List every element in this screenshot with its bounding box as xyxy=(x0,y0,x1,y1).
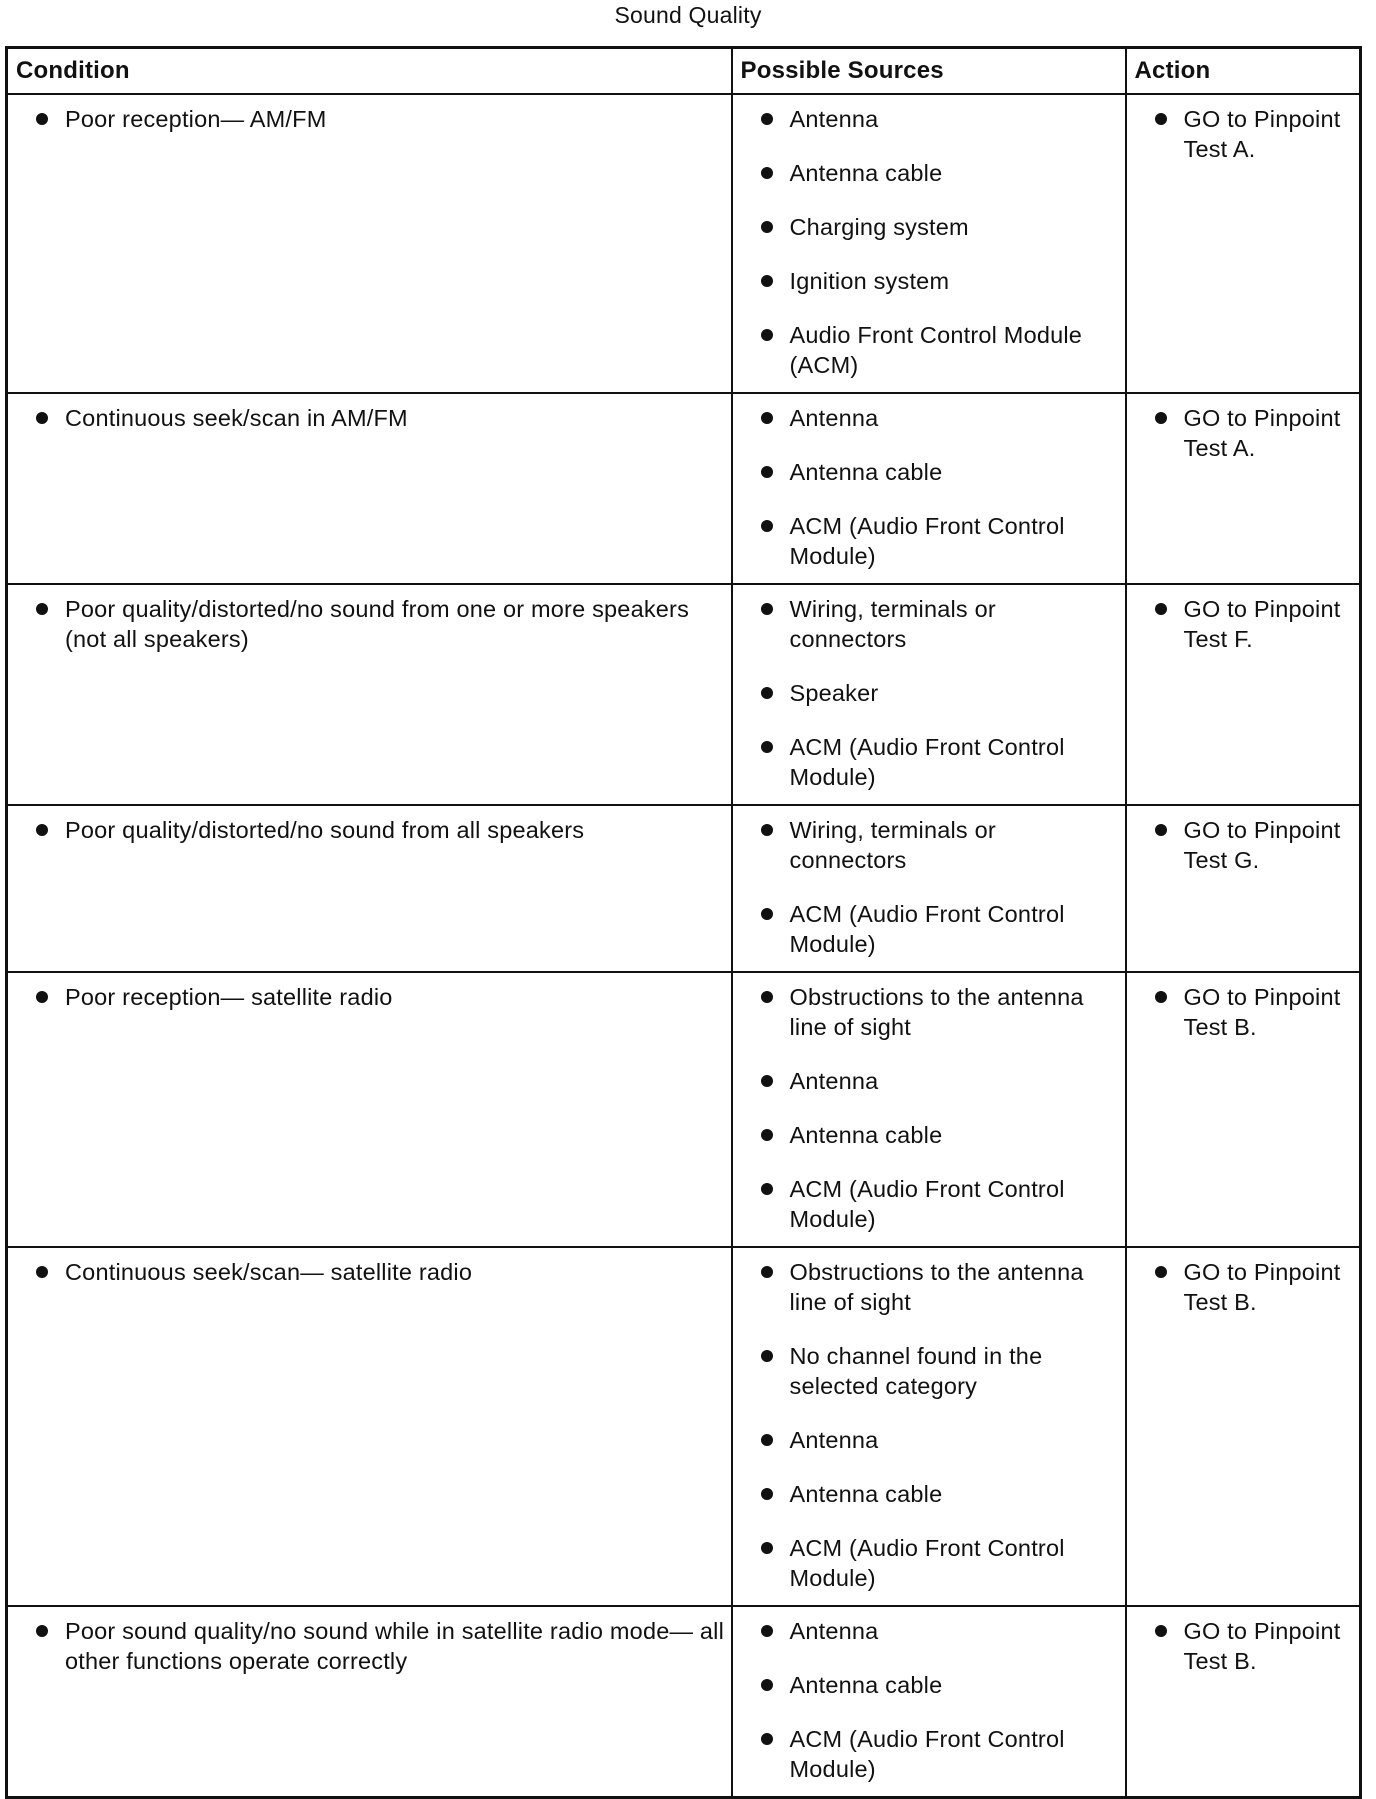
action-cell xyxy=(1126,805,1361,972)
bullet-icon xyxy=(36,1625,48,1637)
possible-sources-cell xyxy=(732,1606,1126,1798)
bullet-icon xyxy=(36,991,48,1003)
condition-cell-list xyxy=(8,594,731,654)
bullet-icon xyxy=(761,113,773,125)
list-item-text: Wiring, terminals or connectors xyxy=(789,596,996,652)
list-item xyxy=(733,1174,1125,1234)
list-item-text: Obstructions to the antenna line of sight xyxy=(789,984,1084,1040)
bullet-icon xyxy=(1155,824,1167,836)
possible-sources-cell xyxy=(732,94,1126,393)
condition-cell xyxy=(7,805,732,972)
table-row xyxy=(7,805,1361,972)
bullet-icon xyxy=(761,1488,773,1500)
bullet-icon xyxy=(761,603,773,615)
list-item xyxy=(733,594,1125,654)
table-row xyxy=(7,1247,1361,1606)
table-row xyxy=(7,94,1361,393)
action-cell-list xyxy=(1127,594,1360,654)
list-item-text: Antenna xyxy=(789,1618,879,1644)
condition-cell-list xyxy=(8,815,731,845)
list-item xyxy=(1127,1257,1360,1317)
action-cell-list xyxy=(1127,403,1360,463)
page-title: Sound Quality xyxy=(614,2,762,28)
list-item xyxy=(733,1120,1125,1150)
bullet-icon xyxy=(36,1266,48,1278)
possible-sources-cell xyxy=(732,393,1126,584)
bullet-icon xyxy=(1155,603,1167,615)
condition-cell xyxy=(7,393,732,584)
list-item-text: GO to Pinpoint Test B. xyxy=(1183,1259,1341,1315)
possible-sources-cell-list xyxy=(733,104,1125,380)
list-item xyxy=(733,1257,1125,1317)
list-item-text: Antenna cable xyxy=(789,459,943,485)
list-item-text: Antenna cable xyxy=(789,1122,943,1148)
list-item-text: Poor sound quality/no sound while in satellite radio mode— all other functions operate correctly xyxy=(65,1618,725,1674)
possible-sources-cell xyxy=(732,805,1126,972)
list-item xyxy=(1127,403,1360,463)
list-item-text: Audio Front Control Module (ACM) xyxy=(789,322,1083,378)
list-item xyxy=(733,320,1125,380)
list-item xyxy=(733,158,1125,188)
list-item xyxy=(733,678,1125,708)
possible-sources-cell-list xyxy=(733,1616,1125,1784)
action-cell xyxy=(1126,1606,1361,1798)
table-row xyxy=(7,393,1361,584)
action-cell xyxy=(1126,94,1361,393)
list-item-text: Antenna xyxy=(789,405,879,431)
action-cell-list xyxy=(1127,1257,1360,1317)
possible-sources-cell xyxy=(732,972,1126,1247)
list-item xyxy=(733,1425,1125,1455)
list-item xyxy=(1127,594,1360,654)
condition-cell xyxy=(7,584,732,805)
list-item-text: ACM (Audio Front Control Module) xyxy=(789,1726,1065,1782)
action-cell xyxy=(1126,393,1361,584)
list-item-text: No channel found in the selected category xyxy=(789,1343,1043,1399)
list-item xyxy=(8,1616,731,1676)
table-row xyxy=(7,584,1361,805)
possible-sources-cell-list xyxy=(733,815,1125,959)
bullet-icon xyxy=(36,113,48,125)
list-item xyxy=(733,266,1125,296)
bullet-icon xyxy=(761,908,773,920)
list-item xyxy=(8,1257,731,1287)
column-header-possible-sources: Possible Sources xyxy=(732,48,1126,95)
list-item xyxy=(733,457,1125,487)
list-item xyxy=(733,1479,1125,1509)
action-cell xyxy=(1126,1247,1361,1606)
possible-sources-cell xyxy=(732,584,1126,805)
action-cell-list xyxy=(1127,815,1360,875)
list-item-text: Antenna xyxy=(789,106,879,132)
bullet-icon xyxy=(761,1350,773,1362)
list-item xyxy=(8,815,731,845)
condition-cell-list xyxy=(8,1257,731,1287)
bullet-icon xyxy=(36,603,48,615)
bullet-icon xyxy=(1155,1625,1167,1637)
possible-sources-cell-list xyxy=(733,1257,1125,1593)
bullet-icon xyxy=(761,1434,773,1446)
possible-sources-cell-list xyxy=(733,403,1125,571)
list-item xyxy=(8,594,731,654)
list-item-text: Obstructions to the antenna line of sight xyxy=(789,1259,1084,1315)
list-item-text: GO to Pinpoint Test B. xyxy=(1183,1618,1341,1674)
bullet-icon xyxy=(761,412,773,424)
column-header-condition: Condition xyxy=(7,48,732,95)
list-item xyxy=(733,815,1125,875)
bullet-icon xyxy=(761,329,773,341)
table-row xyxy=(7,1606,1361,1798)
list-item-text: ACM (Audio Front Control Module) xyxy=(789,1535,1065,1591)
action-cell-list xyxy=(1127,104,1360,164)
bullet-icon xyxy=(761,1183,773,1195)
list-item-text: Antenna cable xyxy=(789,160,943,186)
condition-cell xyxy=(7,972,732,1247)
list-item xyxy=(733,1724,1125,1784)
list-item xyxy=(733,732,1125,792)
sound-quality-table xyxy=(5,46,1362,1799)
list-item-text: Poor quality/distorted/no sound from all speakers xyxy=(65,817,585,843)
list-item-text: Continuous seek/scan in AM/FM xyxy=(65,405,408,431)
list-item-text: ACM (Audio Front Control Module) xyxy=(789,734,1065,790)
bullet-icon xyxy=(1155,113,1167,125)
list-item xyxy=(733,212,1125,242)
list-item-text: Antenna xyxy=(789,1427,879,1453)
list-item xyxy=(733,1616,1125,1646)
possible-sources-cell-list xyxy=(733,594,1125,792)
list-item xyxy=(1127,1616,1360,1676)
list-item-text: Ignition system xyxy=(789,268,950,294)
list-item xyxy=(733,403,1125,433)
bullet-icon xyxy=(36,824,48,836)
condition-cell xyxy=(7,1606,732,1798)
condition-cell-list xyxy=(8,403,731,433)
bullet-icon xyxy=(761,1733,773,1745)
list-item xyxy=(1127,982,1360,1042)
list-item xyxy=(8,982,731,1012)
list-item-text: Charging system xyxy=(789,214,969,240)
column-header-action: Action xyxy=(1126,48,1361,95)
bullet-icon xyxy=(761,1679,773,1691)
bullet-icon xyxy=(761,991,773,1003)
list-item xyxy=(8,104,731,134)
list-item xyxy=(733,511,1125,571)
list-item xyxy=(733,899,1125,959)
list-item xyxy=(733,1670,1125,1700)
bullet-icon xyxy=(761,167,773,179)
condition-cell xyxy=(7,1247,732,1606)
possible-sources-cell xyxy=(732,1247,1126,1606)
bullet-icon xyxy=(761,1542,773,1554)
bullet-icon xyxy=(761,221,773,233)
list-item xyxy=(733,982,1125,1042)
list-item-text: GO to Pinpoint Test G. xyxy=(1183,817,1341,873)
list-item-text: GO to Pinpoint Test A. xyxy=(1183,106,1341,162)
bullet-icon xyxy=(761,1625,773,1637)
bullet-icon xyxy=(761,687,773,699)
bullet-icon xyxy=(761,520,773,532)
list-item-text: Continuous seek/scan— satellite radio xyxy=(65,1259,473,1285)
list-item xyxy=(733,1533,1125,1593)
list-item xyxy=(733,1066,1125,1096)
action-cell xyxy=(1126,584,1361,805)
bullet-icon xyxy=(761,466,773,478)
list-item-text: GO to Pinpoint Test F. xyxy=(1183,596,1341,652)
table-row xyxy=(7,972,1361,1247)
condition-cell-list xyxy=(8,982,731,1012)
list-item-text: Poor reception— AM/FM xyxy=(65,106,327,132)
bullet-icon xyxy=(761,275,773,287)
action-cell-list xyxy=(1127,982,1360,1042)
list-item xyxy=(1127,815,1360,875)
bullet-icon xyxy=(761,741,773,753)
condition-cell-list xyxy=(8,1616,731,1676)
list-item xyxy=(733,1341,1125,1401)
list-item-text: Poor reception— satellite radio xyxy=(65,984,393,1010)
bullet-icon xyxy=(36,412,48,424)
condition-cell xyxy=(7,94,732,393)
list-item-text: ACM (Audio Front Control Module) xyxy=(789,901,1065,957)
list-item-text: Antenna cable xyxy=(789,1672,943,1698)
bullet-icon xyxy=(1155,1266,1167,1278)
bullet-icon xyxy=(1155,991,1167,1003)
bullet-icon xyxy=(761,1266,773,1278)
list-item-text: GO to Pinpoint Test A. xyxy=(1183,405,1341,461)
bullet-icon xyxy=(1155,412,1167,424)
condition-cell-list xyxy=(8,104,731,134)
list-item xyxy=(733,104,1125,134)
possible-sources-cell-list xyxy=(733,982,1125,1234)
list-item-text: Speaker xyxy=(789,680,879,706)
table-body xyxy=(7,94,1361,1798)
list-item xyxy=(1127,104,1360,164)
bullet-icon xyxy=(761,1129,773,1141)
list-item-text: Antenna xyxy=(789,1068,879,1094)
list-item-text: Antenna cable xyxy=(789,1481,943,1507)
table-header-row xyxy=(7,48,1361,95)
bullet-icon xyxy=(761,824,773,836)
list-item-text: ACM (Audio Front Control Module) xyxy=(789,513,1065,569)
list-item-text: GO to Pinpoint Test B. xyxy=(1183,984,1341,1040)
action-cell-list xyxy=(1127,1616,1360,1676)
action-cell xyxy=(1126,972,1361,1247)
list-item-text: ACM (Audio Front Control Module) xyxy=(789,1176,1065,1232)
bullet-icon xyxy=(761,1075,773,1087)
list-item-text: Poor quality/distorted/no sound from one or more speakers (not all speakers) xyxy=(65,596,690,652)
list-item xyxy=(8,403,731,433)
list-item-text: Wiring, terminals or connectors xyxy=(789,817,996,873)
